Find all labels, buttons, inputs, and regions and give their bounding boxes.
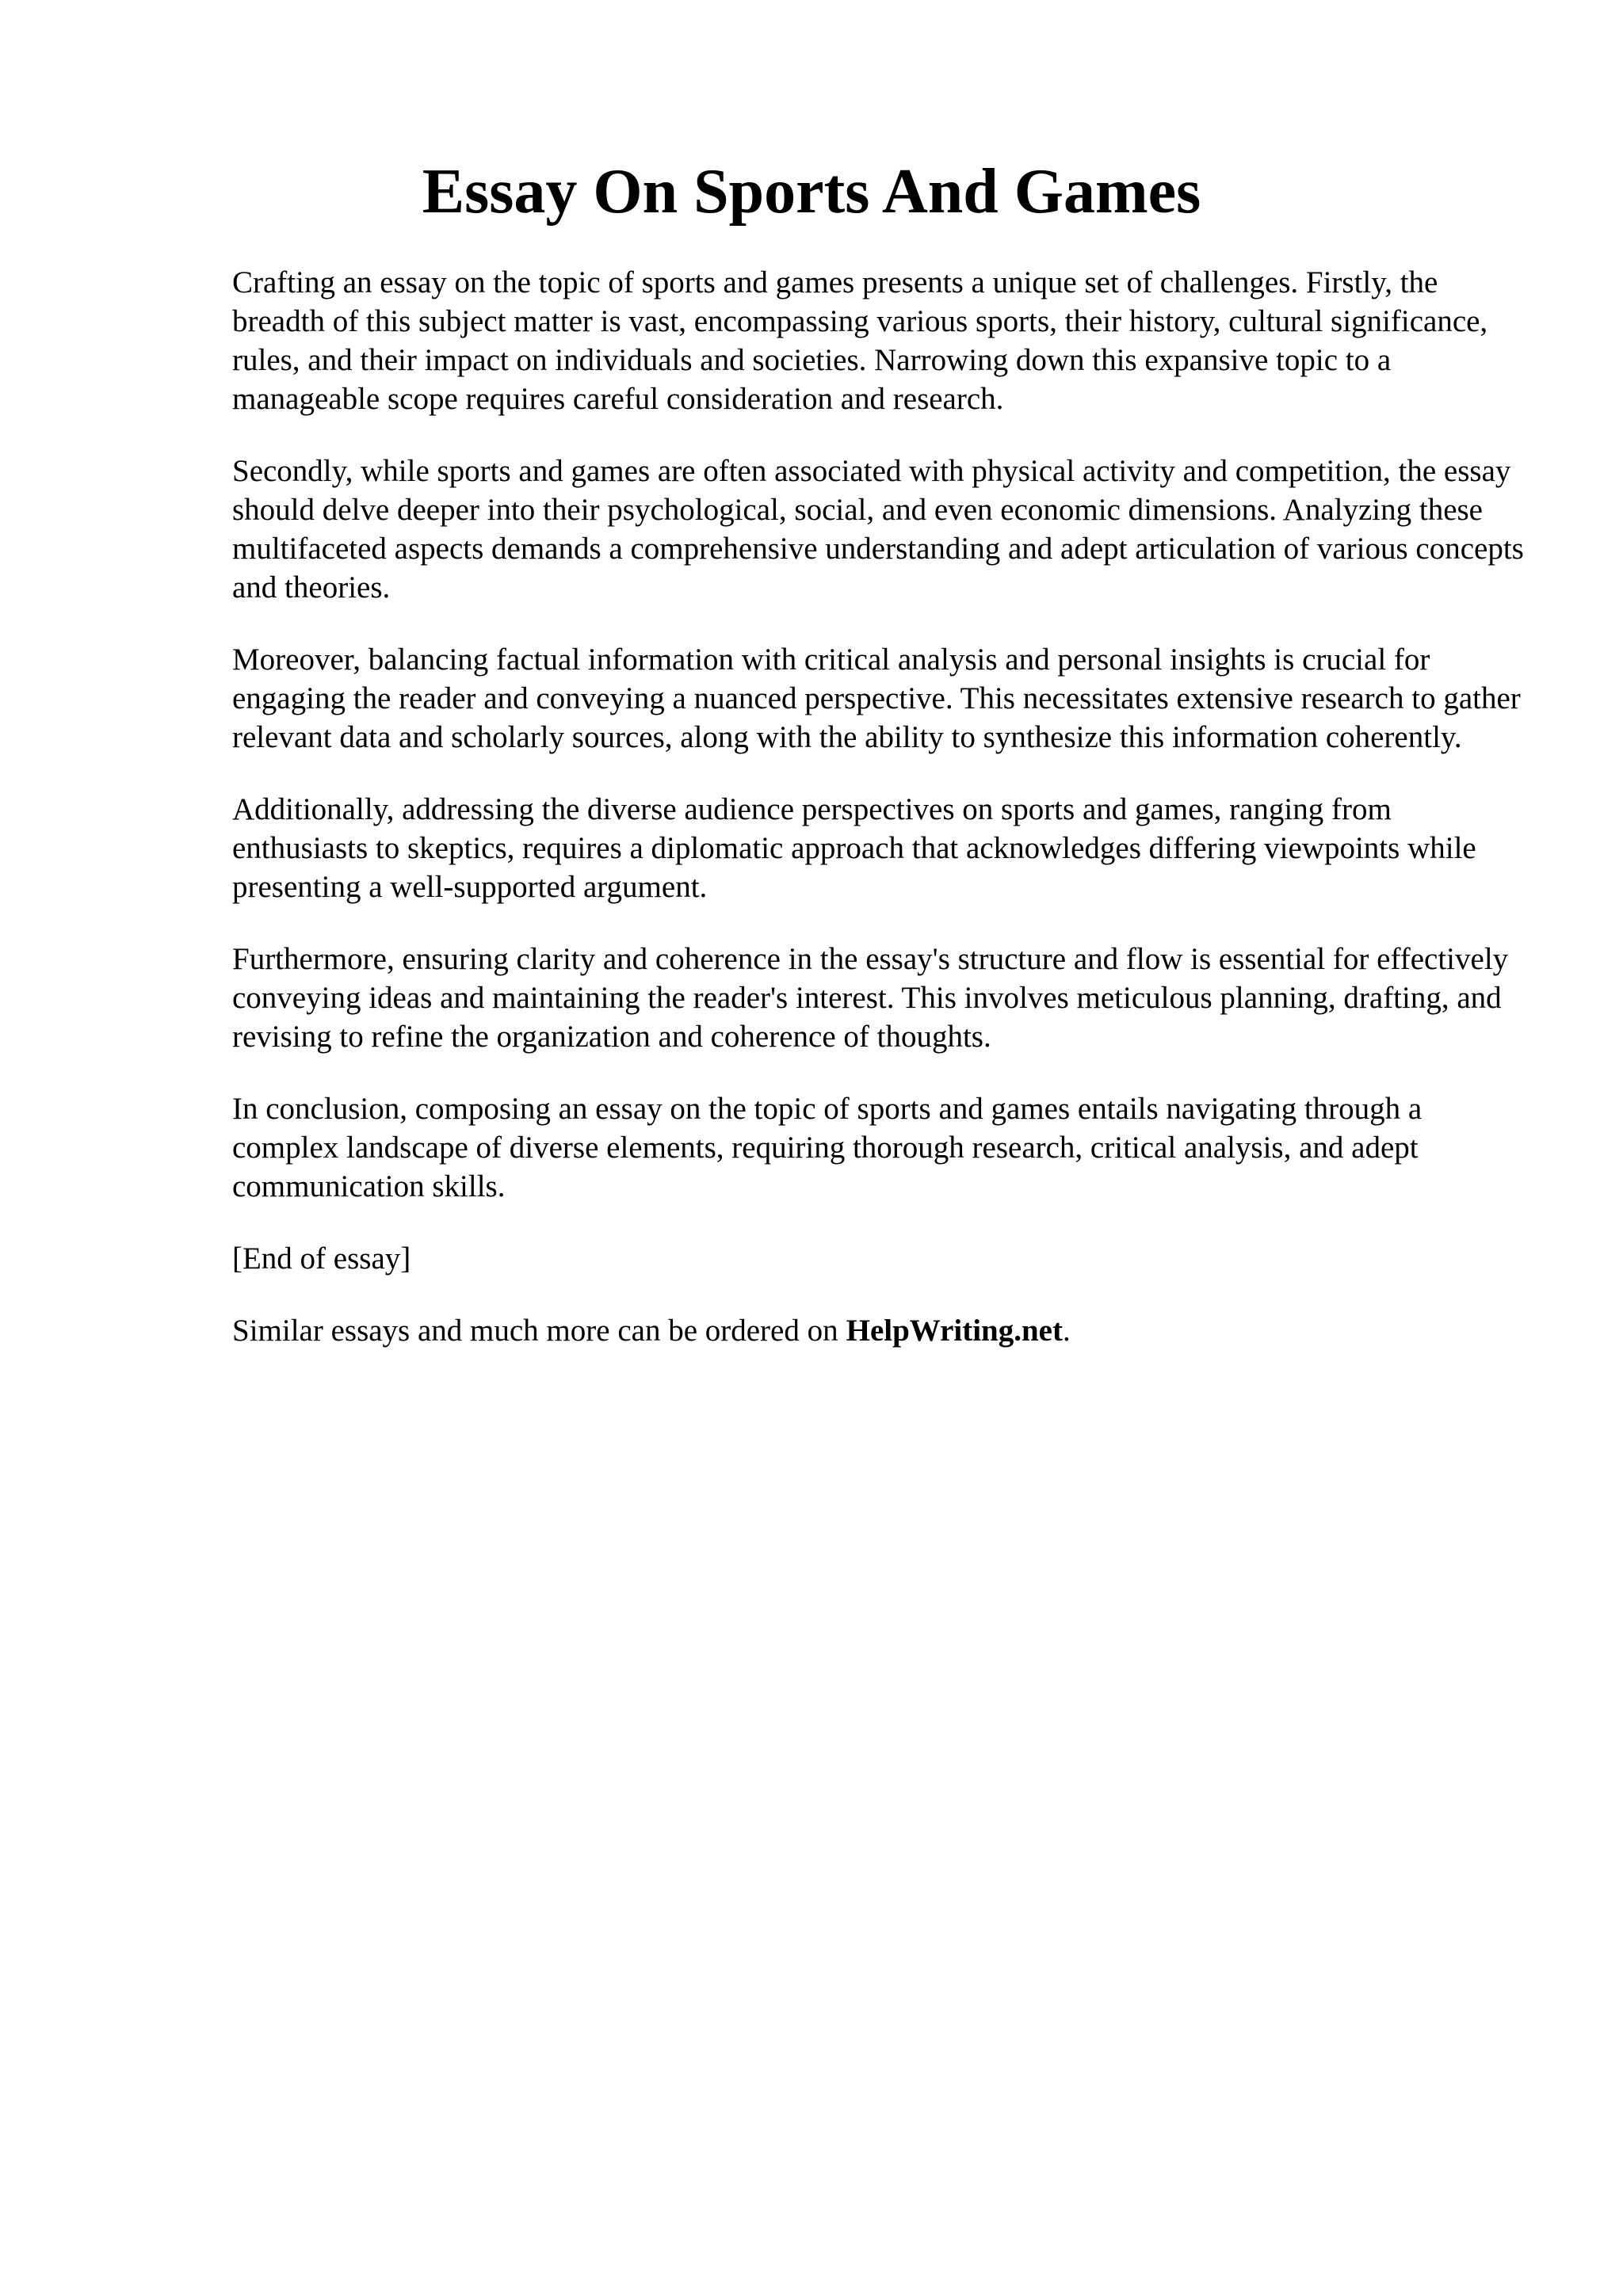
paragraph-audience: Additionally, addressing the diverse audience perspectives on sports and games, ranging from enthusiasts to skeptics, requires a diplomatic approach that acknowledges differing viewpoints while presenting a well-supported argument. bbox=[232, 792, 1476, 904]
brand-link[interactable]: HelpWriting.net bbox=[846, 1314, 1063, 1348]
end-of-essay-note: [End of essay] bbox=[232, 1241, 411, 1276]
essay-title: Essay On Sports And Games bbox=[422, 157, 1201, 227]
paragraph-clarity: Furthermore, ensuring clarity and coherence in the essay's structure and flow is essential for effectively conveying ideas and maintaining the reader's interest. This involves meticulous planning, drafting, and revising to refine the organization and coherence of thoughts. bbox=[232, 942, 1509, 1054]
paragraph-conclusion: In conclusion, composing an essay on the topic of sports and games entails navigating through a complex landscape of diverse elements, requiring thorough research, critical analysis, and adept communication skills. bbox=[232, 1092, 1423, 1203]
paragraph-intro: Crafting an essay on the topic of sports and games presents a unique set of challenges. Firstly, the breadth of this subject matter is vast, encompassing various sports, their history, cultural significance, rules, and their impact on individuals and societies. Narrowing down this expansive topic to a manageable scope requires careful consideration and research. bbox=[232, 265, 1488, 416]
footer-line bbox=[232, 1311, 1532, 1350]
footer-text: Similar essays and much more can be ordered on bbox=[232, 1314, 838, 1348]
paragraph-dimensions: Secondly, while sports and games are often associated with physical activity and competition, the essay should delve deeper into their psychological, social, and even economic dimensions. Analyzing these multifaceted aspects demands a comprehensive understanding and adept articulation of various concepts and theories. bbox=[232, 454, 1524, 605]
paragraph-analysis: Moreover, balancing factual information with critical analysis and personal insights is crucial for engaging the reader and conveying a nuanced perspective. This necessitates extensive research to gather relevant data and scholarly sources, along with the ability to synthesize this information coherently. bbox=[232, 643, 1521, 754]
footer-period: . bbox=[1062, 1314, 1071, 1348]
essay-body bbox=[232, 263, 1532, 1383]
